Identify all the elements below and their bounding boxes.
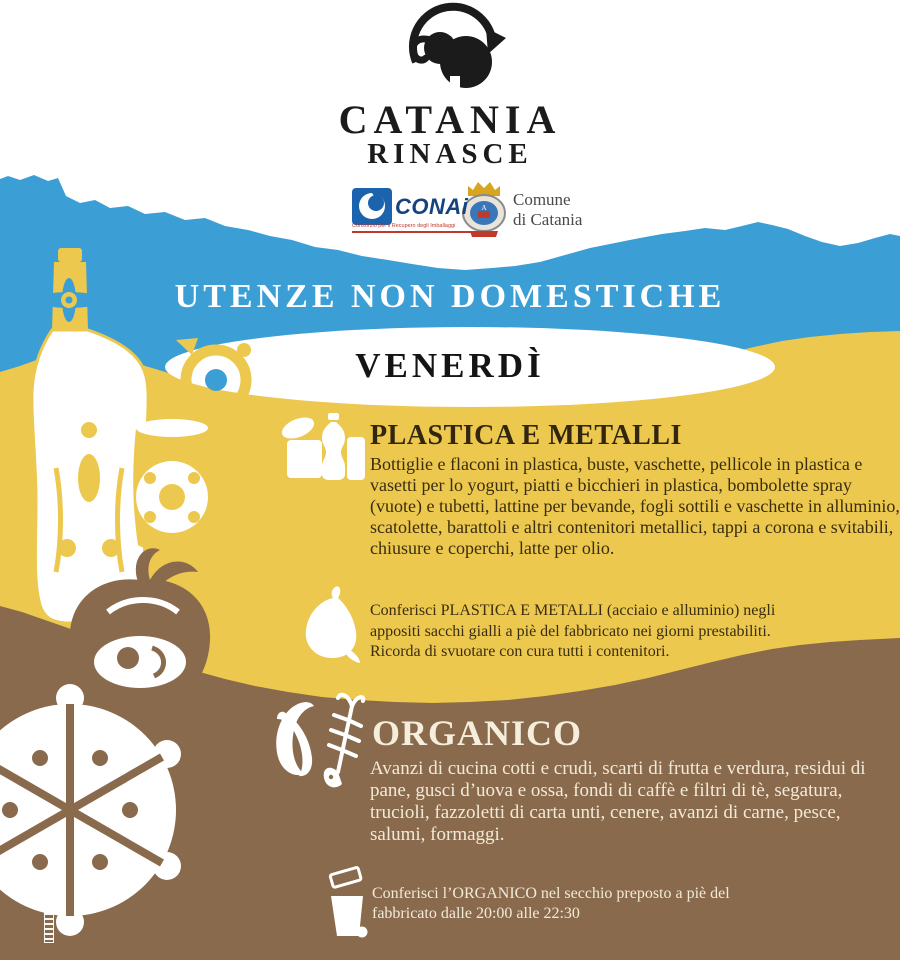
- conai-tagline: Consorzio per il Recupero degli Imballaggi: [352, 223, 456, 229]
- comune-logo-label: [513, 190, 623, 230]
- plastica-section-title: PLASTICA E METALLI: [370, 420, 682, 451]
- decor-ceramic-tumbler: [133, 419, 211, 551]
- elephant-recycle-logo-icon: [413, 7, 506, 96]
- conai-logo-label: CONAi: [395, 194, 469, 219]
- plastica-section-note: Conferisci PLASTICA E METALLI (acciaio e alluminio) negli appositi sacchi gialli a piè del fabbricato nei giorni prestabiliti. Ricorda di svuotare con cura tutti i contenitori.: [370, 602, 776, 660]
- audience-banner: UTENZE NON DOMESTICHE: [174, 278, 726, 315]
- organico-section-title: ORGANICO: [372, 713, 583, 753]
- beverage-can-icon: [347, 437, 365, 480]
- vertical-credit-mark: [44, 897, 54, 943]
- brand-subtitle: RINASCE: [367, 138, 533, 170]
- plastica-section-body: Bottiglie e flaconi in plastica, buste, vaschette, pellicole in plastica e vasetti per lo yogurt, piatti e bicchieri in plastica, bombolette spray (vuote) e tubetti, lattine per bevande, fogli sottili e vaschette in alluminio, scatolette, barattoli e altri contenitori metallici, tappi a corona e svitabili, chiusure e coperchi, latte per olio.: [370, 454, 900, 558]
- comune-line2: di Catania: [513, 210, 583, 229]
- organico-section-body: Avanzi di cucina cotti e crudi, scarti di frutta e verdura, residui di pane, gusci d’uova e ossa, fondi di caffè e filtri di tè, segatura, trucioli, fazzoletti di carta unti, cenere, avanzi di carne, pesce, salumi, formaggi.: [370, 758, 866, 845]
- comune-line1: Comune: [513, 190, 571, 209]
- svg-text:A: A: [481, 204, 487, 212]
- organico-section-note: Conferisci l’ORGANICO nel secchio preposto a piè del fabbricato dalle 20:00 alle 22:30: [372, 885, 730, 922]
- day-banner: VENERDÌ: [355, 346, 545, 385]
- brand-title: CATANIA: [338, 97, 562, 142]
